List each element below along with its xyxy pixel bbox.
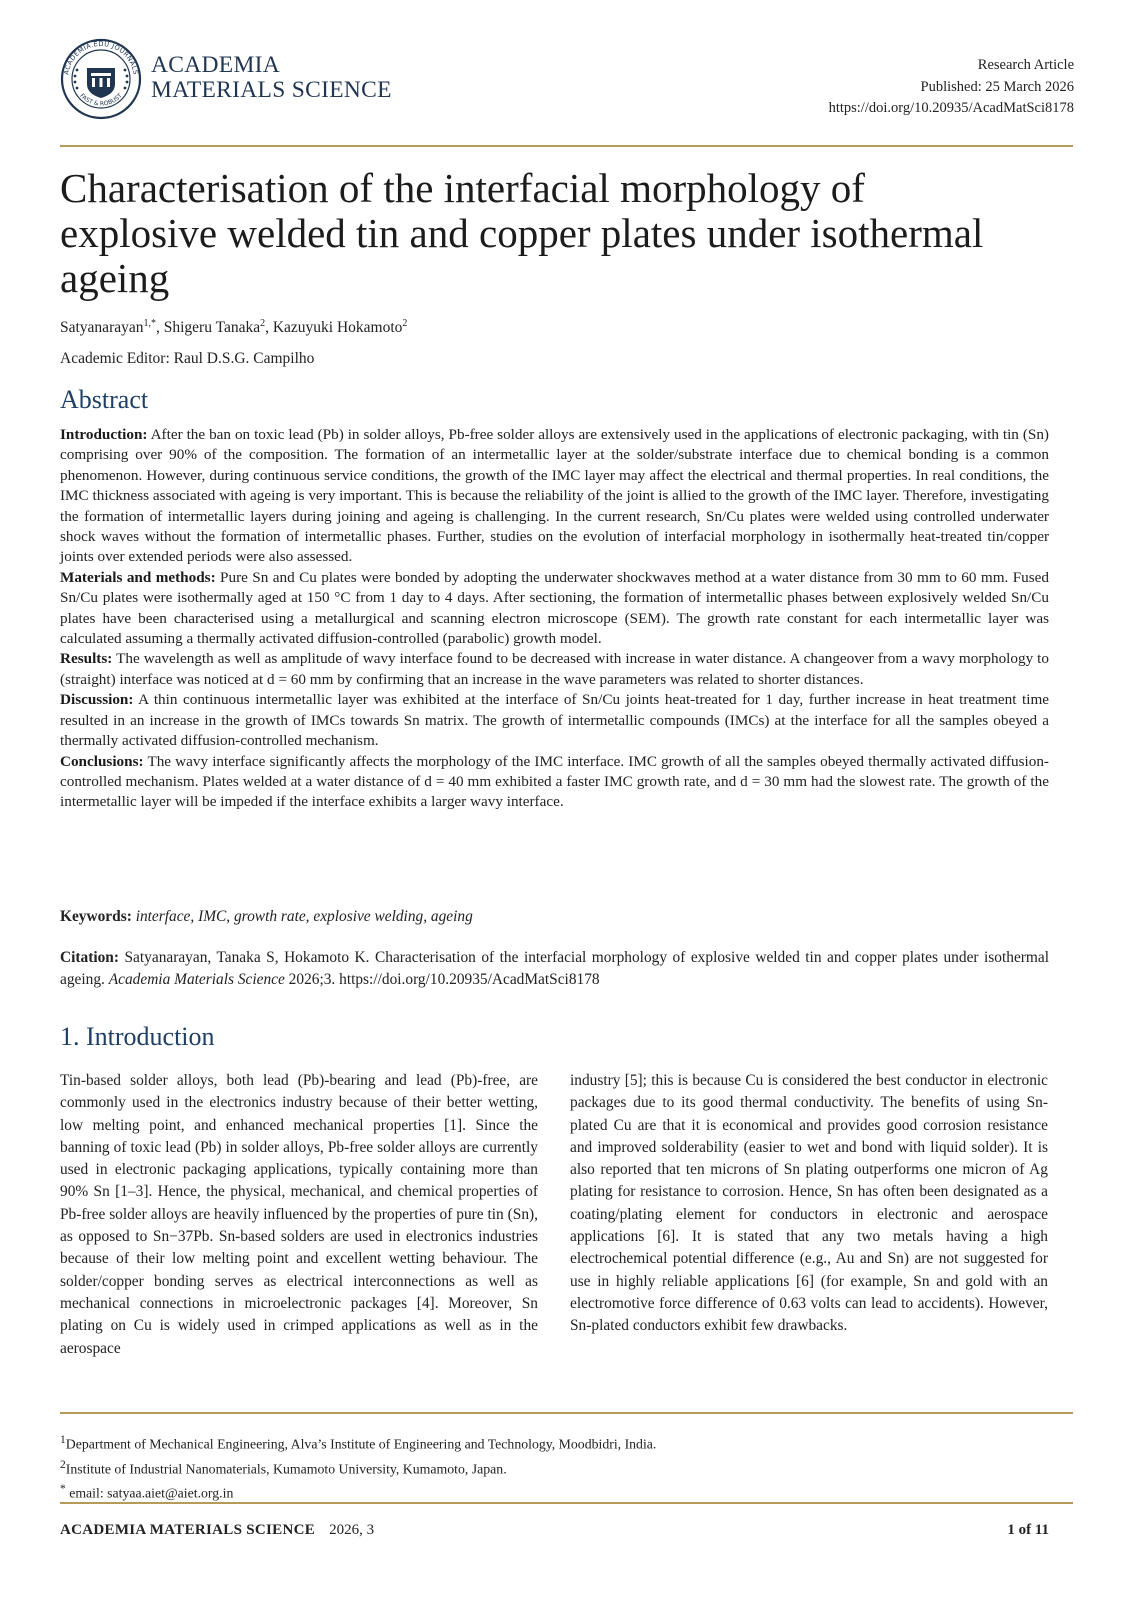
affiliation-2-sup: 2 — [60, 1458, 66, 1471]
author-2[interactable]: Shigeru Tanaka — [163, 319, 261, 337]
article-type: Research Article — [977, 57, 1074, 73]
journal-name — [151, 53, 392, 103]
abstract-conclusions-text: The wavy interface significantly affects the morphology of the IMC interface. IMC growth of all the samples obeyed thermally activated diffusion-controlled mechanism. Plates welded at a water distance of d = 40 mm exhibited a faster IMC growth rate, and d = 30 mm had the slowest rate. The growth of the intermetallic layer will be impeded if the interface exhibits a larger wavy interface. — [60, 752, 1049, 811]
author-2-affil: 2 — [260, 318, 266, 329]
abstract-discussion — [60, 690, 1049, 751]
abstract-body — [60, 425, 1049, 813]
abstract-discussion-text: A thin continuous intermetallic layer was exhibited at the interface of Sn/Cu joints heat-treated for 1 day, further increase in heat treatment time resulted in an increase in the growth of IMCs towards Sn matrix. The growth of intermetallic compounds (IMCs) at the interface for all the samples obeyed a thermally activated diffusion-controlled mechanism. — [60, 691, 1049, 750]
keywords-label: Keywords: — [60, 908, 132, 925]
author-3[interactable]: Kazuyuki Hokamoto — [272, 319, 403, 337]
abstract-methods-label: Materials and methods: — [60, 568, 216, 586]
author-list: Satyanarayan$^{1,*}$, Shigeru Tanaka$^2$, Kazuyuki Hokamoto$^2$ — [60, 318, 408, 337]
abstract-discussion-label: Discussion: — [60, 691, 134, 709]
abstract-conclusions — [60, 752, 1049, 813]
abstract-methods — [60, 568, 1049, 650]
citation-text-after[interactable]: 2026;3. https://doi.org/10.20935/AcadMatSci8178 — [288, 971, 600, 988]
article-meta — [829, 55, 1074, 120]
corresponding-email — [60, 1479, 1060, 1504]
affiliations — [60, 1430, 1060, 1504]
affiliation-2 — [60, 1455, 1060, 1480]
page-number: 1 of 11 — [1007, 1522, 1049, 1538]
header-divider — [60, 145, 1073, 147]
article-title: Characterisation of the interfacial morphology of explosive welded tin and copper plates under isothermal ageing — [60, 165, 984, 301]
author-3-affil: 2 — [402, 318, 408, 329]
abstract-introduction-label: Introduction: — [60, 426, 148, 443]
svg-text:FAST & ROBUST: FAST & ROBUST — [78, 92, 124, 108]
journal-name-line2: MATERIALS SCIENCE — [151, 77, 392, 103]
keywords-text: interface, IMC, growth rate, explosive welding, ageing — [135, 908, 473, 925]
journal-name-line1: ACADEMIA — [151, 52, 281, 78]
abstract-conclusions-label: Conclusions: — [60, 752, 144, 770]
footer-year-volume: 2026, 3 — [329, 1522, 375, 1538]
footer-journal — [60, 1522, 374, 1539]
citation-label: Citation: — [60, 949, 119, 966]
citation-text-before: Satyanarayan, Tanaka S, Hokamoto K. Characterisation of the interfacial morphology of explosive welded tin and copper plates under isothermal ageing. — [60, 949, 1049, 988]
academic-editor: Academic Editor: Raul D.S.G. Campilho — [60, 350, 315, 367]
citation-journal: Academia Materials Science — [108, 971, 285, 988]
email-text[interactable]: email: satyaa.aiet@aiet.org.in — [69, 1485, 234, 1501]
affiliation-2-text: Institute of Industrial Nanomaterials, Kumamoto University, Kumamoto, Japan. — [65, 1461, 507, 1477]
footnote-divider — [60, 1412, 1073, 1414]
abstract-heading: Abstract — [60, 385, 149, 414]
keywords — [60, 906, 1049, 928]
affiliation-1-sup: 1 — [60, 1434, 66, 1446]
journal-seal-logo — [60, 38, 142, 120]
abstract-results — [60, 649, 1049, 690]
affiliation-1-text: Department of Mechanical Engineering, Alva’s Institute of Engineering and Technology, Moodbidri, India. — [65, 1436, 657, 1452]
author-1[interactable]: Satyanarayan — [60, 319, 144, 337]
footer-divider — [60, 1502, 1073, 1504]
footer-journal-name: ACADEMIA MATERIALS SCIENCE — [60, 1522, 316, 1538]
abstract-introduction — [60, 425, 1049, 568]
author-1-affil: 1,* — [143, 318, 156, 329]
abstract-results-text: The wavelength as well as amplitude of wavy interface found to be decreased with increase in water distance. A changeover from a wavy morphology to (straight) interface was noticed at d = 60 mm by confirming that an increase in the wave parameters was related to shorter distances. — [60, 650, 1049, 688]
abstract-methods-text: Pure Sn and Cu plates were bonded by adopting the underwater shockwaves method at a water distance from 30 mm to 60 mm. Fused Sn/Cu plates were isothermally aged at 150 °C from 1 day to 4 days. After sectioning, the formation of intermetallic phases between explosively welded Sn/Cu plates have been characterised using a metallurgical and scanning electron microscope (SEM). The growth rate constant for each intermetallic layer was calculated assuming a thermally activated diffusion-controlled (parabolic) growth model. — [60, 568, 1050, 648]
introduction-column-right: industry [5]; this is because Cu is considered the best conductor in electronic packages due to its good thermal conductivity. The benefits of using Sn-plated Cu are that it is economical and provides good corrosion resistance and improved solderability (easier to wet and bond with liquid solder). It is also reported that ten microns of Sn plating outperforms one micron of Ag plating for resistance to corrosion. Hence, Sn has often been designated as a coating/plating element for conductors in electronic and aerospace applications [6]. It is stated that any two metals having a high electrochemical potential difference (e.g., Au and Sn) are not suggested for use in highly reliable applications [6] (for example, Sn and gold with an electromotive force difference of 0.63 volts can lead to accidents). However, Sn-plated conductors exhibit few drawbacks. — [570, 1072, 1048, 1335]
citation — [60, 947, 1049, 991]
introduction-heading: 1. Introduction — [60, 1022, 215, 1051]
doi-link[interactable]: https://doi.org/10.20935/AcadMatSci8178 — [828, 100, 1074, 116]
abstract-introduction-text: After the ban on toxic lead (Pb) in solder alloys, Pb-free solder alloys are extensively used in the applications of electronic packaging, with tin (Sn) comprising over 90% of the composition. The formation of an intermetallic layer at the solder/substrate interface due to chemical bonding is a common phenomenon. However, during continuous service conditions, the growth of the IMC layer may affect the electrical and thermal properties. In real conditions, the IMC thickness associated with ageing is very important. This is because the reliability of the joint is allied to the growth of the IMC layer. Therefore, investigating the formation of intermetallic layers during joining and ageing is challenging. In the current research, Sn/Cu plates were welded using controlled underwater shock waves without the formation of intermetallic phases. Further, studies on the evolution of interfacial morphology in isothermally heat-treated tin/copper joints over extended periods were also assessed. — [60, 426, 1049, 566]
abstract-results-label: Results: — [60, 650, 113, 668]
introduction-column-left: Tin-based solder alloys, both lead (Pb)-bearing and lead (Pb)-free, are commonly used in the electronics industry because of their better wetting, low melting point, and enhanced mechanical properties [1]. Since the banning of toxic lead (Pb) in solder alloys, Pb-free solder alloys are currently used in electronic packaging applications, typically containing more than 90% Sn [1–3]. Hence, the physical, mechanical, and chemical properties of Pb-free solder alloys are heavily influenced by the properties of pure tin (Sn), as opposed to Sn−37Pb. Sn-based solders are used in electronics industries because of their low melting point and excellent wetting behaviour. The solder/copper bonding serves as electrical interconnections as well as mechanical connections in microelectronic packages [4]. Moreover, Sn plating on Cu is widely used in crimped applications as well as in the aerospace — [60, 1072, 538, 1357]
email-sup: * — [60, 1483, 66, 1496]
affiliation-1 — [60, 1430, 1060, 1455]
svg-text:ACADEMIA.EDU JOURNALS: ACADEMIA.EDU JOURNALS — [62, 39, 140, 76]
published-date: Published: 25 March 2026 — [920, 78, 1074, 95]
